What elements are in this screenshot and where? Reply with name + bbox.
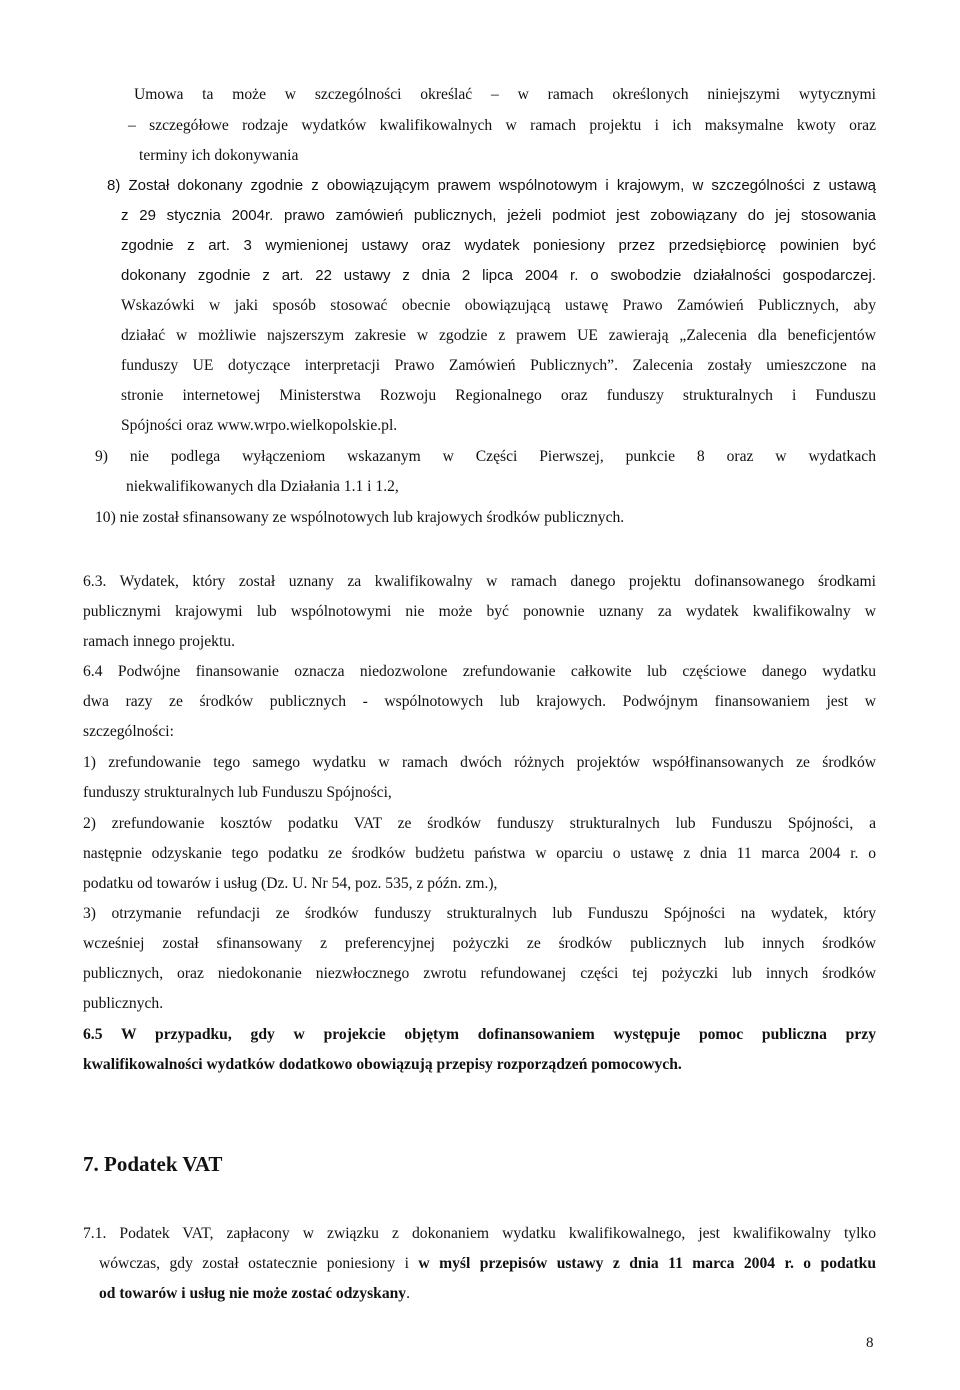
s71-line-2-bold: w myśl przepisów ustawy z dnia 11 marca 2004 r. o podatku <box>418 1255 876 1272</box>
item10-line-1: 10) nie został sfinansowany ze wspólnotowych lub krajowych środków publicznych. <box>95 509 625 526</box>
s64-line-4: 1) zrefundowanie tego samego wydatku w ramach dwóch różnych projektów współfinansowanych ze środków <box>83 754 876 771</box>
s64-line-3: szczególności: <box>83 723 174 740</box>
s63-line-3: ramach innego projektu. <box>83 633 235 650</box>
item8-line-6: działać w możliwie najszerszym zakresie w zgodzie z prawem UE zawierają „Zalecenia dla beneficjentów <box>121 327 876 344</box>
p1-line-3: terminy ich dokonywania <box>139 147 299 164</box>
page-number: 8 <box>866 1335 874 1351</box>
item8-line-4: dokonany zgodnie z art. 22 ustawy z dnia 2 lipca 2004 r. o swobodzie działalności gospodarczej. <box>121 267 876 284</box>
s63-line-2: publicznymi krajowymi lub wspólnotowymi nie może być ponownie uznany za wydatek kwalifikowalny w <box>83 603 876 620</box>
s71-line-3-end: . <box>406 1285 411 1302</box>
s71-line-1: 7.1. Podatek VAT, zapłacony w związku z dokonaniem wydatku kwalifikowalnego, jest kwalifikowalny tylko <box>83 1225 876 1242</box>
section-heading: 7. Podatek VAT <box>83 1152 223 1176</box>
s71-line-2-normal: wówczas, gdy został ostatecznie poniesiony i <box>99 1255 419 1272</box>
s64-line-11: publicznych, oraz niedokonanie niezwłocznego zwrotu refundowanej części tej pożyczki lub innych środków <box>83 965 876 982</box>
s71-line-2 <box>99 1254 876 1274</box>
p1-line-1: Umowa ta może w szczególności określać – w ramach określonych niniejszymi wytycznymi <box>134 86 876 103</box>
item9-line-2: niekwalifikowanych dla Działania 1.1 i 1.2, <box>126 478 399 495</box>
s71-line-3-bold: od towarów i usług nie może zostać odzyskany <box>99 1285 407 1302</box>
item8-line-8: stronie internetowej Ministerstwa Rozwoju Regionalnego oraz funduszy strukturalnych i Funduszu <box>121 387 876 404</box>
item8-line-7: funduszy UE dotyczące interpretacji Prawo Zamówień Publicznych”. Zalecenia zostały umieszczone na <box>121 357 876 374</box>
item8-line-1: 8) Został dokonany zgodnie z obowiązującym prawem wspólnotowym i krajowym, w szczególności z ustawą <box>107 177 876 194</box>
s64-line-12: publicznych. <box>83 995 164 1012</box>
s64-line-9: 3) otrzymanie refundacji ze środków funduszy strukturalnych lub Funduszu Spójności na wydatek, który <box>83 905 876 922</box>
s64-line-7: następnie odzyskanie tego podatku ze środków budżetu państwa w oparciu o ustawę z dnia 11 marca 2004 r. o <box>83 845 876 862</box>
s64-line-8: podatku od towarów i usług (Dz. U. Nr 54, poz. 535, z późn. zm.), <box>83 875 498 892</box>
s64-line-1: 6.4 Podwójne finansowanie oznacza niedozwolone zrefundowanie całkowite lub częściowe danego wydatku <box>83 663 876 680</box>
p1-line-2: – szczegółowe rodzaje wydatków kwalifikowalnych w ramach projektu i ich maksymalne kwoty oraz <box>128 117 876 134</box>
item8-line-9: Spójności oraz www.wrpo.wielkopolskie.pl. <box>121 417 398 434</box>
s65-line-2: kwalifikowalności wydatków dodatkowo obowiązują przepisy rozporządzeń pomocowych. <box>83 1056 682 1073</box>
s71-line-3 <box>99 1284 410 1304</box>
item8-line-3: zgodnie z art. 3 wymienionej ustawy oraz wydatek poniesiony przez przedsiębiorcę powinien być <box>121 237 876 254</box>
item8-line-5: Wskazówki w jaki sposób stosować obecnie obowiązującą ustawę Prawo Zamówień Publicznych, aby <box>121 297 876 314</box>
s64-line-10: wcześniej został sfinansowany z preferencyjnej pożyczki ze środków publicznych lub innych środków <box>83 935 876 952</box>
s64-line-6: 2) zrefundowanie kosztów podatku VAT ze środków funduszy strukturalnych lub Funduszu Spójności, a <box>83 815 876 832</box>
item9-line-1: 9) nie podlega wyłączeniom wskazanym w Części Pierwszej, punkcie 8 oraz w wydatkach <box>95 448 876 465</box>
item8-line-2: z 29 stycznia 2004r. prawo zamówień publicznych, jeżeli podmiot jest zobowiązany do jej stosowania <box>121 207 876 224</box>
s63-line-1: 6.3. Wydatek, który został uznany za kwalifikowalny w ramach danego projektu dofinansowanego środkami <box>83 573 876 590</box>
s64-line-2: dwa razy ze środków publicznych - wspólnotowych lub krajowych. Podwójnym finansowaniem jest w <box>83 693 876 710</box>
s65-line-1: 6.5 W przypadku, gdy w projekcie objętym dofinansowaniem występuje pomoc publiczna przy <box>83 1026 876 1043</box>
s64-line-5: funduszy strukturalnych lub Funduszu Spójności, <box>83 784 392 801</box>
